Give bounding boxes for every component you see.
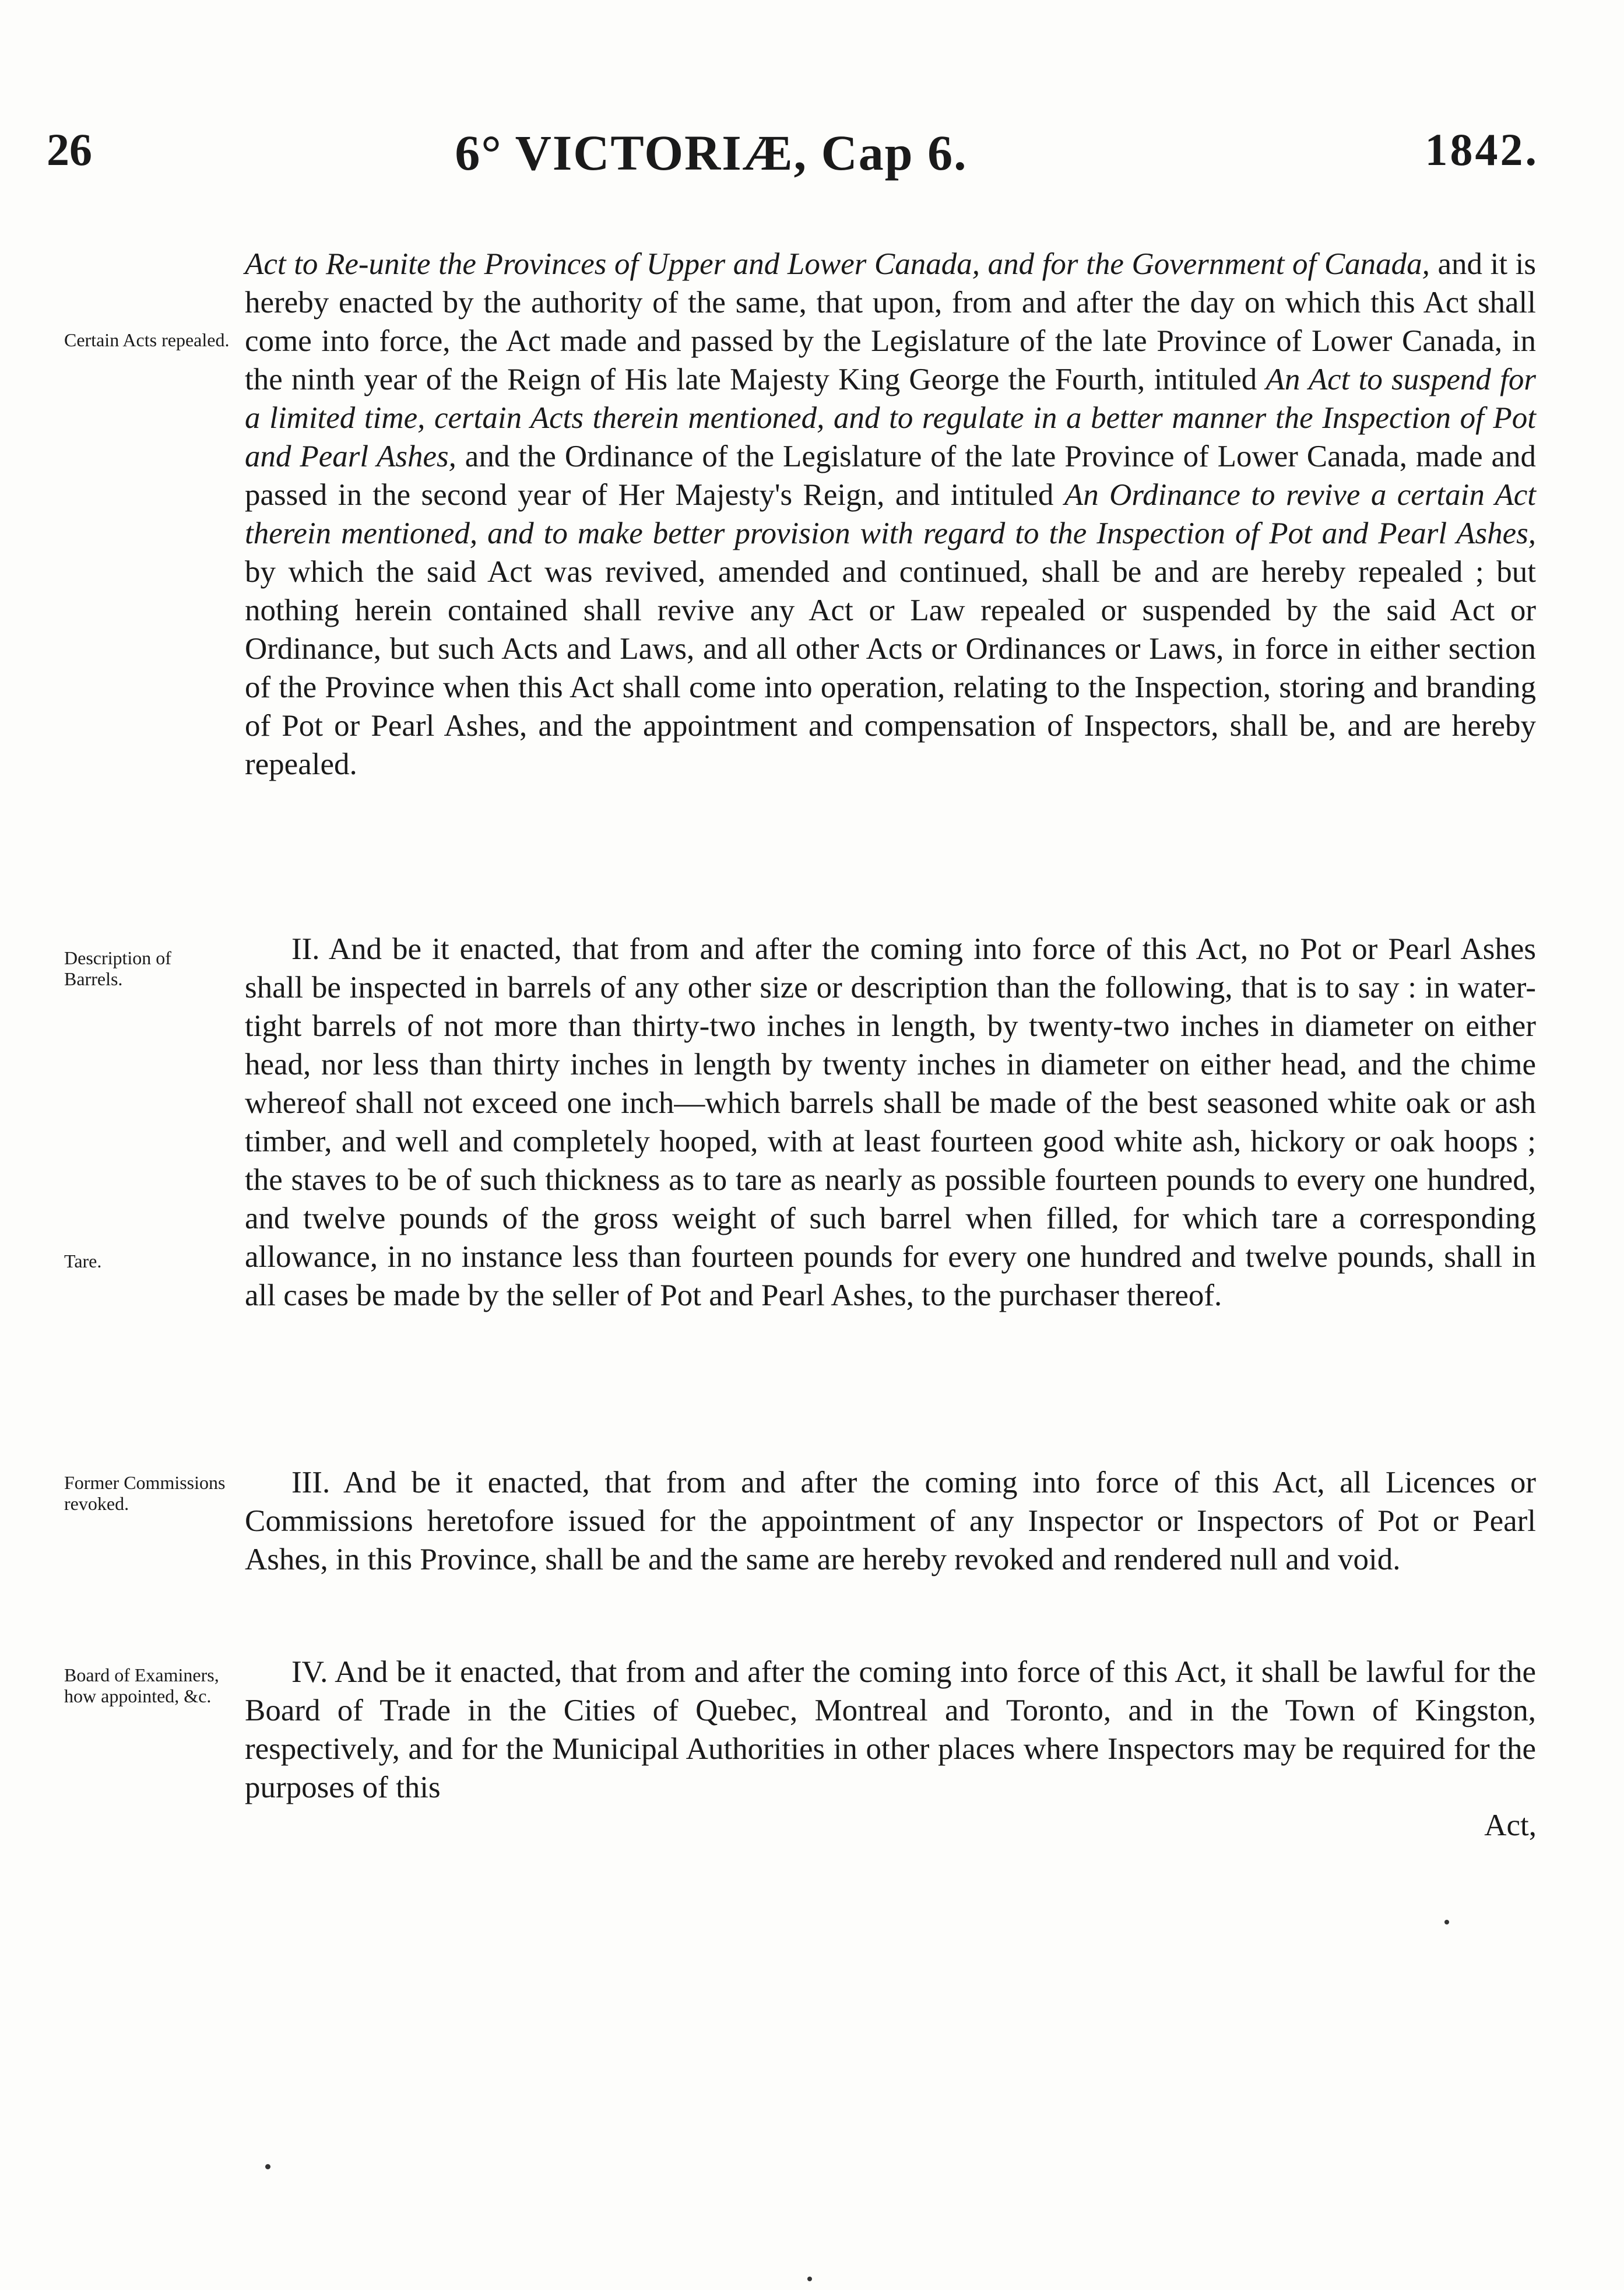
- paragraph-1-text-c: by which the said Act was revived, amended and continued, shall be and are hereby repealed ; but nothing herein contained shall revive any Act or Law repealed or suspended by the said Act or Ordinance, but such Acts and Laws, and all other Acts or Ordinances or Laws, in force in either section of the Province when this Act shall come into operation, relating to the Inspection, storing and branding of Pot or Pearl Ashes, and the appointment and compensation of Inspectors, shall be, and are hereby repealed.: [245, 555, 1536, 781]
- marginal-note-tare: Tare.: [64, 1251, 102, 1272]
- page-header: [47, 124, 1539, 199]
- marginal-note-acts-repealed: Certain Acts repealed.: [64, 329, 230, 350]
- ink-speck: [807, 2277, 812, 2281]
- paragraph-1-text-b: and the Ordinance of the Legislature of the late Province of Lower Canada, made and passed in the second year of Her Majesty's Reign, and intituled: [245, 440, 1536, 512]
- catchword: Act,: [1484, 1808, 1537, 1842]
- section-4-text: IV. And be it enacted, that from and after the coming into force of this Act, it shall be lawful for the Board of Trade in the Cities of Quebec, Montreal and Toronto, and in the Town of Kingston, respectively, and for the Municipal Authorities in other places where Inspectors may be required for the purposes of this: [245, 1655, 1536, 1804]
- section-2: [245, 930, 1536, 1315]
- section-3: [245, 1463, 1536, 1579]
- ink-speck: [1444, 1920, 1449, 1924]
- header-year: 1842.: [1425, 124, 1539, 175]
- ink-speck: [265, 2164, 270, 2169]
- section-2-text: II. And be it enacted, that from and after the coming into force of this Act, no Pot or Pearl Ashes shall be inspected in barrels of any other size or description than the following, that is to say : in water-tight barrels of not more than thirty-two inches in length, by twenty-two inches in diameter on either head, nor less than thirty inches in length by twenty inches in diameter on either head, and the chime whereof shall not exceed one inch—which barrels shall be made of the best seasoned white oak or ash timber, and well and completely hooped, with at least fourteen good white ash, hickory or oak hoops ; the staves to be of such thickness as to tare as nearly as possible fourteen pounds to every one hundred, and twelve pounds of the gross weight of such barrel when filled, for which tare a corresponding allowance, in no instance less than fourteen pounds for every one hundred and twelve pounds, shall in all cases be made by the seller of Pot and Pearl Ashes, to the purchaser thereof.: [245, 932, 1536, 1312]
- marginal-note-commissions-revoked: Former Commissions revoked.: [64, 1472, 226, 1514]
- marginal-note-description-barrels: Description of Barrels.: [64, 947, 171, 989]
- paragraph-1-text-a: and it is hereby enacted by the authority of the same, that upon, from and after the day on which this Act shall come into force, the Act made and passed by the Legislature of the late Province of Lower Canada, in the ninth year of the Reign of His late Majesty King George the Fourth, intituled: [245, 247, 1537, 396]
- act-name-italic: An Act to suspend for a limited time, certain Acts therein mentioned, and to regulate in a better manner the Inspection of Pot and Pearl Ashes,: [245, 363, 1536, 473]
- marginal-note-board-examiners: Board of Examiners, how appointed, &c.: [64, 1664, 219, 1706]
- ordinance-name-italic: An Ordinance to revive a certain Act therein mentioned, and to make better provision with regard to the Inspection of Pot and Pearl Ashes,: [245, 478, 1536, 550]
- section-4: [245, 1653, 1536, 1807]
- running-title: 6° VICTORIÆ, Cap 6.: [455, 125, 968, 181]
- section-3-text: III. And be it enacted, that from and after the coming into force of this Act, all Licences or Commissions heretofore issued for the appointment of any Inspector or Inspectors of Pot or Pearl Ashes, in this Province, shall be and the same are hereby revoked and rendered null and void.: [245, 1466, 1536, 1576]
- page-number: 26: [47, 124, 92, 175]
- paragraph-1: [245, 245, 1536, 784]
- act-title-italic: Act to Re-unite the Provinces of Upper and Lower Canada, and for the Government of Canada,: [245, 247, 1430, 281]
